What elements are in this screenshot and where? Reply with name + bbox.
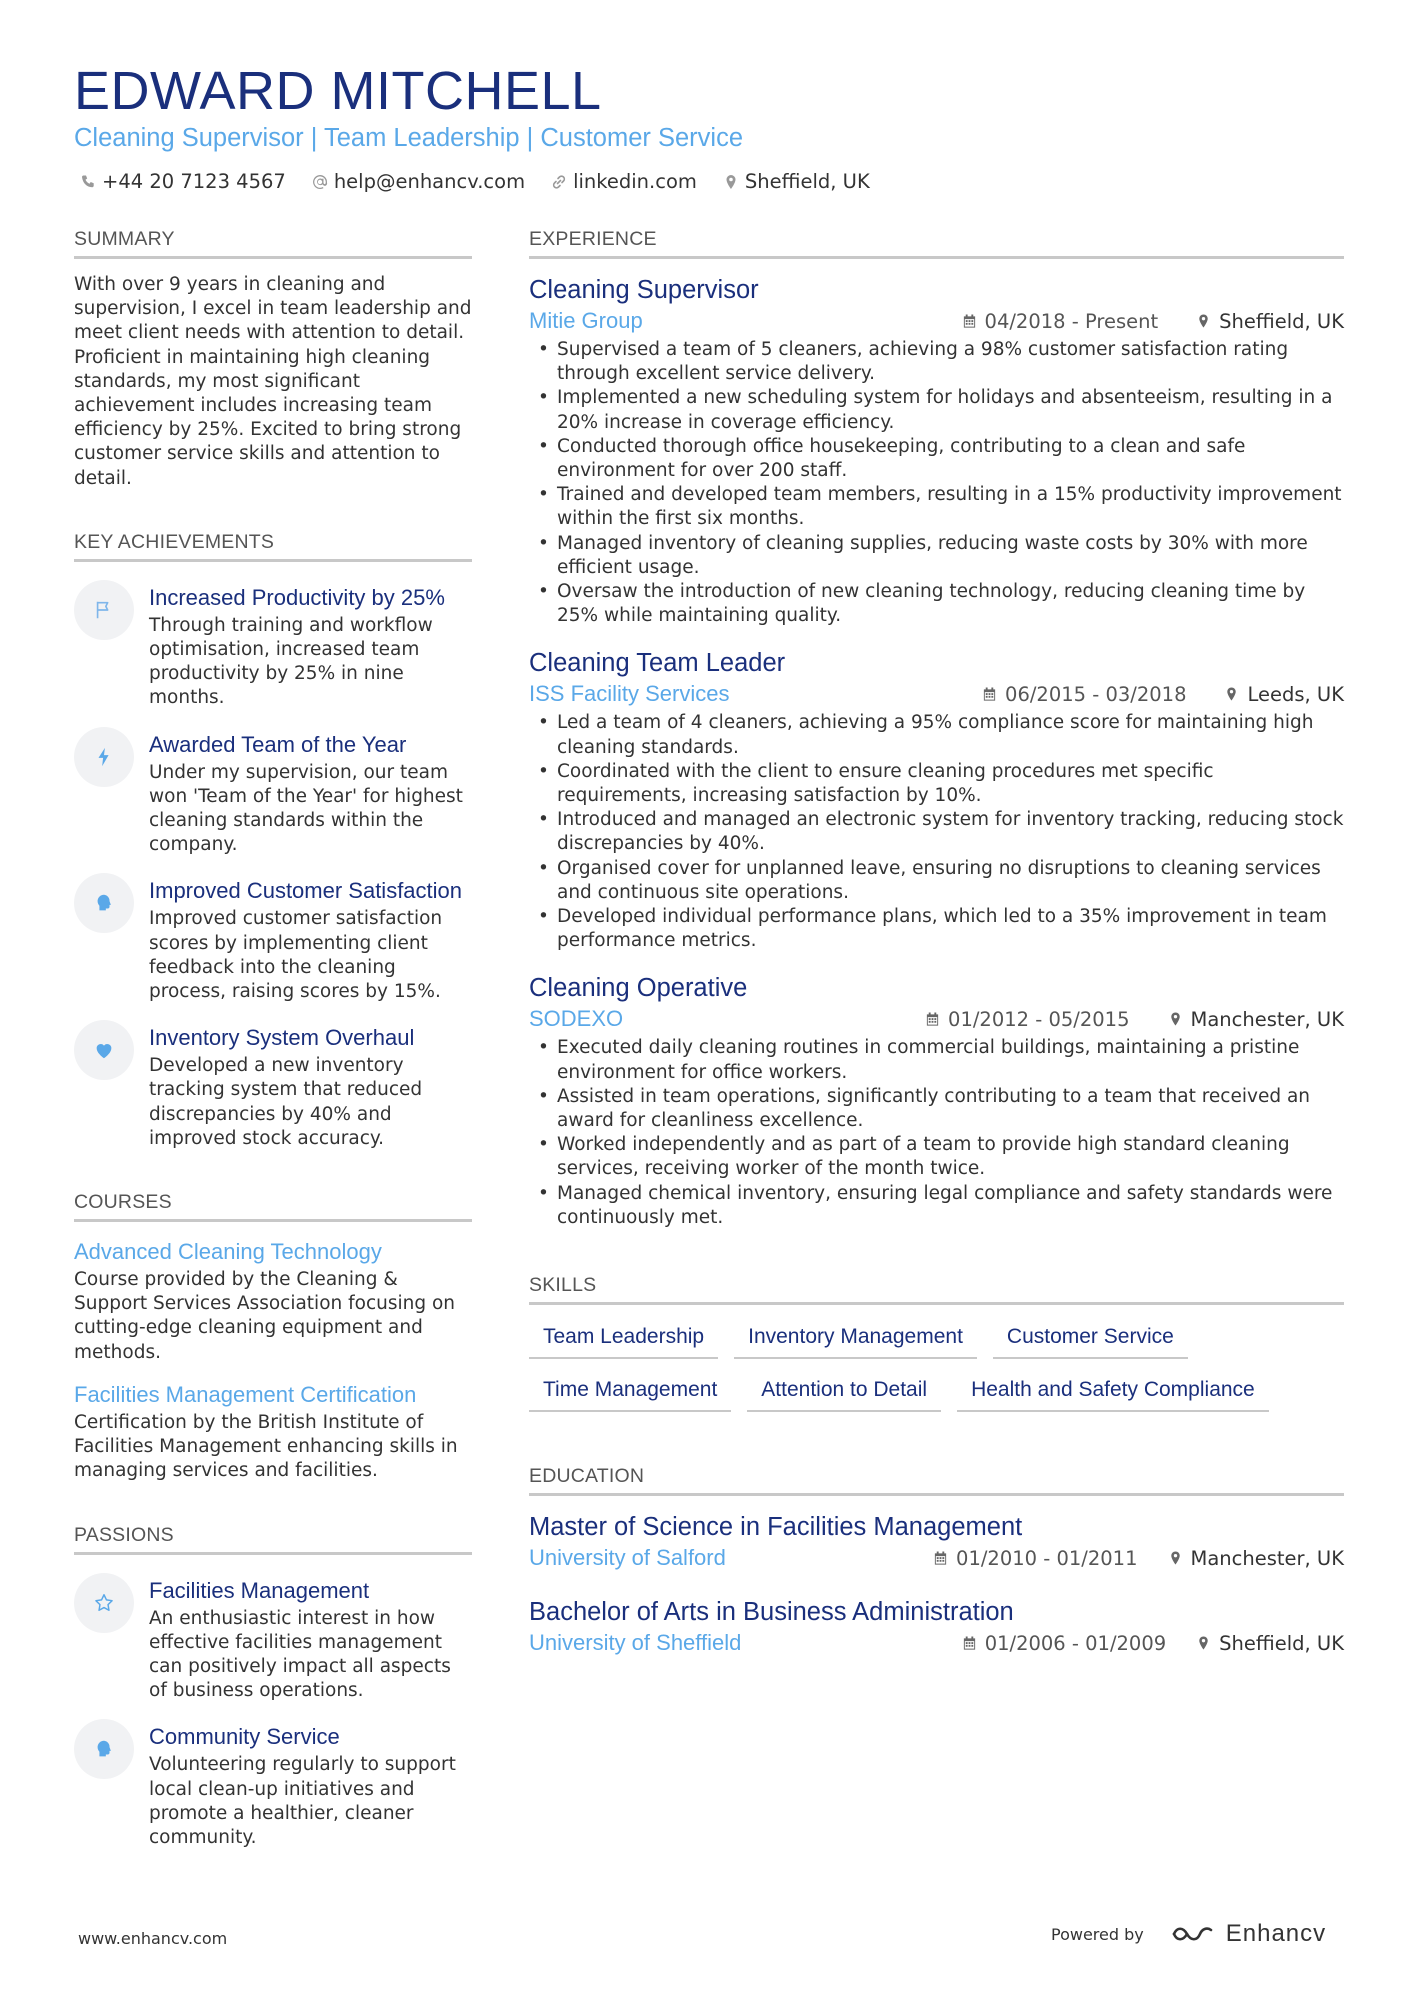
company-name: SODEXO [529, 1006, 624, 1032]
bullet-item: • Developed individual performance plans, which led to a 35% improvement in team performance metrics. [529, 905, 1344, 953]
location-pin-icon [1224, 686, 1239, 702]
skill-tag: Customer Service [993, 1319, 1188, 1359]
summary-text: With over 9 years in cleaning and supervision, I excel in team leadership and meet client needs with attention to detail. Proficient in maintaining high cleaning standards, my most significant achievement includes increasing team efficiency by 25%. Excited to bring strong customer service skills and attention to detail. [74, 274, 472, 489]
star-icon [93, 1592, 115, 1614]
school-name: University of Sheffield [529, 1630, 742, 1656]
job-location: Sheffield, UK [1219, 309, 1344, 333]
left-column [74, 228, 472, 1850]
bullet-item: • Led a team of 4 cleaners, achieving a 95% compliance score for maintaining high cleaning standards. [529, 711, 1344, 759]
achievement-desc: Developed a new inventory tracking system that reduced discrepancies by 40% and improved stock accuracy. [149, 1055, 423, 1149]
degree-title: Master of Science in Facilities Management [529, 1513, 1023, 1542]
passions-heading: PASSIONS [74, 1524, 472, 1555]
experience-heading: EXPERIENCE [529, 228, 1344, 259]
course-desc: Course provided by the Cleaning & Support Services Association focusing on cutting-edge cleaning equipment and methods. [74, 1269, 456, 1363]
education-entry [529, 1510, 1344, 1571]
education-dates: 01/2010 - 01/2011 [956, 1546, 1138, 1570]
job-bullets [529, 338, 1344, 628]
skills-heading: SKILLS [529, 1274, 1344, 1305]
location-pin-icon [1196, 1635, 1211, 1651]
skill-tag: Attention to Detail [747, 1372, 941, 1412]
course-title: Advanced Cleaning Technology [74, 1239, 382, 1265]
calendar-icon [925, 1011, 940, 1027]
at-icon [312, 174, 328, 190]
contact-location [723, 170, 870, 193]
degree-title: Bachelor of Arts in Business Administration [529, 1598, 1014, 1627]
summary-heading: SUMMARY [74, 228, 472, 259]
job-entry [529, 646, 1344, 953]
job-bullets [529, 711, 1344, 953]
brand-logo[interactable] [1170, 1920, 1326, 1948]
skill-tag: Inventory Management [734, 1319, 977, 1359]
course-item [74, 1381, 472, 1484]
achievement-title: Inventory System Overhaul [149, 1025, 415, 1051]
brand-name: Enhancv [1225, 1920, 1327, 1947]
achievement-item [74, 877, 472, 1004]
bullet-item: • Executed daily cleaning routines in commercial buildings, maintaining a pristine environment for office workers. [529, 1036, 1344, 1084]
company-name: ISS Facility Services [529, 681, 730, 707]
footer-website[interactable]: www.enhancv.com [78, 1929, 228, 1948]
right-column [529, 228, 1344, 1656]
achievement-item [74, 731, 472, 858]
passion-desc: Volunteering regularly to support local clean-up initiatives and promote a healthier, cleaner community. [149, 1754, 456, 1848]
bullet-item: • Organised cover for unplanned leave, ensuring no disruptions to cleaning services and continuous site operations. [529, 857, 1344, 905]
bullet-item: • Supervised a team of 5 cleaners, achieving a 98% customer satisfaction rating through excellent service delivery. [529, 338, 1344, 386]
job-dates: 04/2018 - Present [984, 309, 1159, 333]
bullet-item: • Trained and developed team members, resulting in a 15% productivity improvement within the first six months. [529, 483, 1344, 531]
education-dates: 01/2006 - 01/2009 [984, 1631, 1167, 1655]
location-text: Sheffield, UK [744, 170, 870, 193]
skills-list [529, 1319, 1344, 1425]
heart-icon [93, 1039, 115, 1061]
phone-text: +44 20 7123 4567 [102, 170, 286, 193]
phone-icon [80, 174, 96, 190]
passion-item [74, 1577, 472, 1704]
course-desc: Certification by the British Institute of Facilities Management enhancing skills in managing services and facilities. [74, 1411, 458, 1482]
course-item [74, 1238, 472, 1365]
calendar-icon [962, 313, 977, 329]
education-location: Sheffield, UK [1219, 1631, 1344, 1655]
passion-title: Facilities Management [149, 1577, 370, 1603]
bullet-item: • Implemented a new scheduling system for holidays and absenteeism, resulting in a 20% increase in coverage efficiency. [529, 386, 1344, 434]
job-bullets [529, 1036, 1344, 1230]
email-text: help@enhancv.com [333, 170, 526, 193]
location-pin-icon [723, 174, 739, 190]
job-dates: 06/2015 - 03/2018 [1005, 682, 1187, 706]
location-pin-icon [1168, 1011, 1183, 1027]
contact-linkedin[interactable] [551, 170, 697, 193]
achievement-title: Improved Customer Satisfaction [149, 878, 463, 904]
bullet-item: • Coordinated with the client to ensure cleaning procedures met specific requirements, increasing satisfaction by 10%. [529, 760, 1344, 808]
courses-heading: COURSES [74, 1191, 472, 1222]
calendar-icon [982, 686, 997, 702]
skill-tag: Health and Safety Compliance [957, 1372, 1269, 1412]
job-location: Leeds, UK [1247, 682, 1344, 706]
enhancv-logo-icon [1170, 1921, 1216, 1947]
calendar-icon [962, 1635, 977, 1651]
achievement-title: Awarded Team of the Year [149, 731, 407, 757]
achievement-title: Increased Productivity by 25% [149, 584, 445, 610]
bullet-item: • Oversaw the introduction of new cleaning technology, reducing cleaning time by 25% while maintaining quality. [529, 580, 1344, 628]
contact-email[interactable] [312, 170, 525, 193]
achievements-heading: KEY ACHIEVEMENTS [74, 531, 472, 562]
job-entry [529, 273, 1344, 628]
contact-phone[interactable] [80, 170, 286, 193]
job-dates: 01/2012 - 05/2015 [948, 1007, 1130, 1031]
flag-icon [93, 599, 115, 621]
candidate-name: EDWARD MITCHELL [74, 61, 602, 121]
job-title: Cleaning Supervisor [529, 276, 759, 304]
job-location: Manchester, UK [1190, 1007, 1344, 1031]
bullet-item: • Managed chemical inventory, ensuring legal compliance and safety standards were continuously met. [529, 1182, 1344, 1230]
achievement-desc: Through training and workflow optimisation, increased team productivity by 25% in nine months. [149, 614, 433, 709]
job-title: Cleaning Team Leader [529, 649, 786, 678]
passion-desc: An enthusiastic interest in how effective facilities management can positively impact all aspects of business operations. [149, 1607, 451, 1702]
achievement-item [74, 1024, 472, 1151]
candidate-subtitle: Cleaning Supervisor | Team Leadership | Customer Service [74, 124, 744, 152]
skill-tag: Time Management [529, 1372, 731, 1412]
bullet-item: • Conducted thorough office housekeeping, contributing to a clean and safe environment for over 200 staff. [529, 435, 1344, 483]
calendar-icon [933, 1550, 948, 1566]
lightning-icon [93, 746, 115, 768]
bullet-item: • Worked independently and as part of a team to provide high standard cleaning services, receiving worker of the month twice. [529, 1133, 1344, 1181]
head-icon [93, 892, 115, 914]
bullet-item: • Introduced and managed an electronic system for inventory tracking, reducing stock discrepancies by 40%. [529, 808, 1344, 856]
bullet-item: • Managed inventory of cleaning supplies, reducing waste costs by 30% with more efficient usage. [529, 532, 1344, 580]
course-title: Facilities Management Certification [74, 1381, 417, 1407]
education-entry [529, 1595, 1344, 1656]
location-pin-icon [1196, 313, 1211, 329]
achievement-item [74, 584, 472, 711]
linkedin-text: linkedin.com [573, 170, 697, 193]
passion-title: Community Service [149, 1724, 340, 1750]
achievement-desc: Improved customer satisfaction scores by implementing client feedback into the cleaning process, raising scores by 15%. [149, 908, 443, 1003]
education-location: Manchester, UK [1190, 1546, 1344, 1570]
location-pin-icon [1168, 1550, 1183, 1566]
powered-by-label: Powered by [1051, 1924, 1144, 1944]
job-entry [529, 971, 1344, 1230]
achievement-desc: Under my supervision, our team won 'Team of the Year' for highest cleaning standards within the company. [149, 761, 463, 856]
job-title: Cleaning Operative [529, 974, 748, 1003]
head-icon [93, 1738, 115, 1760]
passion-item [74, 1723, 472, 1850]
company-name: Mitie Group [529, 308, 643, 333]
skill-tag: Team Leadership [529, 1319, 718, 1359]
education-heading: EDUCATION [529, 1465, 1344, 1496]
footer-brand [1051, 1920, 1326, 1948]
link-icon [551, 174, 567, 190]
contact-row [80, 170, 896, 193]
bullet-item: • Assisted in team operations, significantly contributing to a team that received an award for cleanliness excellence. [529, 1085, 1344, 1133]
school-name: University of Salford [529, 1545, 726, 1571]
